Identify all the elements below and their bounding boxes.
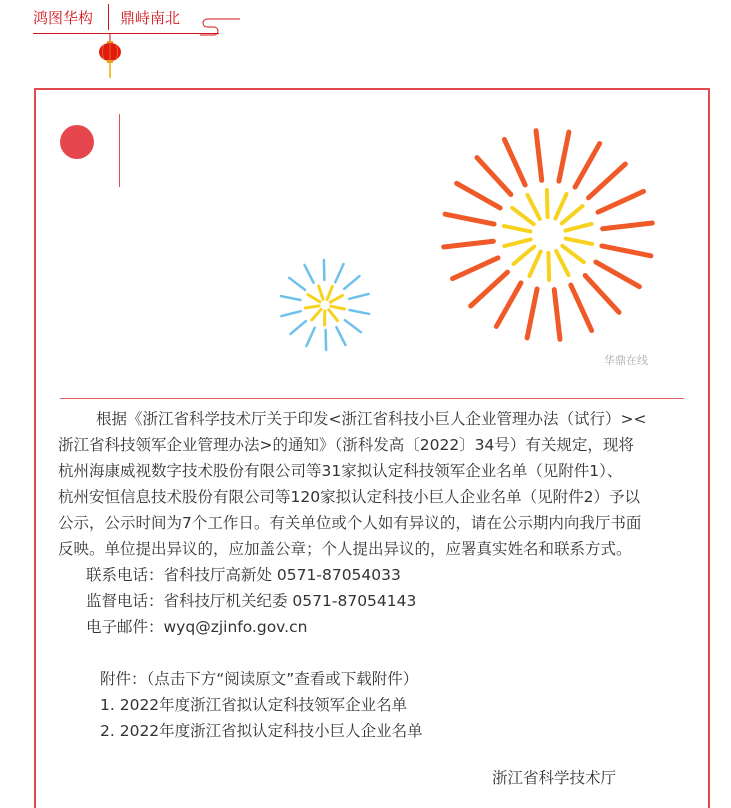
firework-streak (598, 191, 643, 212)
signature: 浙江省科学技术厅 (492, 766, 616, 788)
firework-streak (335, 264, 343, 282)
firework-streak (344, 276, 359, 289)
firework-streak (350, 310, 370, 314)
firework-streak (514, 247, 535, 264)
brand-left: 鸿图华构 (33, 7, 93, 28)
firework-streak (504, 239, 530, 246)
watermark: 华鼎在线 (604, 352, 648, 368)
firework-streak (559, 132, 569, 181)
firework-streak (496, 283, 521, 327)
firework-streak (327, 286, 332, 299)
firework-streak (602, 246, 651, 256)
attachments-title: 附件：（点击下方“阅读原文”查看或下载附件） (58, 666, 688, 692)
attachment-2[interactable]: 2. 2022年度浙江省拟认定科技小巨人企业名单 (58, 718, 688, 744)
contact-phone: 联系电话：省科技厅高新处 0571-87054033 (58, 562, 688, 588)
firework-streak (555, 194, 566, 219)
firework-streak (504, 139, 525, 184)
firework-streak (336, 327, 345, 345)
firework-streak (445, 214, 494, 224)
firework-streak (556, 251, 568, 275)
firework-streak (585, 276, 619, 313)
firework-streak (312, 309, 321, 319)
firework-streak (603, 223, 653, 229)
firework-streak (281, 296, 301, 300)
paragraph-line: 浙江省科技领军企业管理办法>的通知》（浙科发高〔2022〕34号）有关规定，现将 (58, 432, 688, 458)
paragraph-line: 公示，公示时间为7个工作日。有关单位或个人如有异议的，请在公示期内向我厅书面 (58, 510, 688, 536)
paragraph-line: 反映。单位提出异议的，应加盖公章；个人提出异议的，应署真实姓名和联系方式。 (58, 536, 688, 562)
firework-streak (596, 262, 640, 287)
firework-streak (548, 253, 549, 280)
firework-streak (527, 289, 537, 338)
firework-streak (444, 241, 494, 247)
firework-streak (331, 306, 345, 309)
firework-streak (562, 246, 584, 262)
firework-streak (536, 131, 542, 181)
divider (60, 398, 684, 399)
firework-streak (330, 295, 342, 302)
firework-streak (457, 183, 501, 208)
firework-streak (304, 265, 313, 283)
brand-right: 鼎峙南北 (120, 7, 180, 28)
firework-streak (289, 278, 305, 290)
firework-streak (562, 206, 583, 223)
firework-streak (566, 239, 592, 244)
firework-streak (527, 195, 539, 219)
firework-streak (305, 306, 319, 308)
supervise-phone: 监督电话：省科技厅机关纪委 0571-87054143 (58, 588, 688, 614)
firework-streak (571, 285, 592, 330)
firework-streak (554, 290, 560, 340)
paragraph-line: 杭州海康威视数字技术股份有限公司等31家拟认定科技领军企业名单（见附件1）、 (58, 458, 688, 484)
fireworks-image (0, 0, 731, 400)
paragraph-line: 根据《浙江省科学技术厅关于印发<浙江省科技小巨人企业管理办法（试行）>< (58, 406, 688, 432)
firework-streak (345, 320, 361, 332)
firework-streak (306, 328, 314, 346)
firework-streak (329, 310, 338, 321)
firework-streak (349, 294, 368, 299)
notice-body (58, 406, 688, 744)
firework-streak (291, 321, 306, 334)
firework-streak (471, 272, 508, 306)
firework-streak (547, 190, 548, 217)
firework-streak (477, 158, 511, 195)
paragraph-line: 杭州安恒信息技术股份有限公司等120家拟认定科技小巨人企业名单（见附件2）予以 (58, 484, 688, 510)
firework-streak (504, 226, 530, 231)
firework-streak (512, 208, 534, 224)
firework-streak (589, 164, 626, 198)
firework-streak (452, 258, 497, 279)
firework-streak (319, 286, 323, 299)
firework-streak (529, 251, 540, 276)
firework-streak (565, 224, 591, 231)
firework-streak (308, 295, 320, 302)
firework-streak (281, 311, 300, 316)
firework-streak (575, 144, 600, 188)
attachment-1[interactable]: 1. 2022年度浙江省拟认定科技领军企业名单 (58, 692, 688, 718)
email[interactable]: 电子邮件：wyq@zjinfo.gov.cn (58, 614, 688, 640)
